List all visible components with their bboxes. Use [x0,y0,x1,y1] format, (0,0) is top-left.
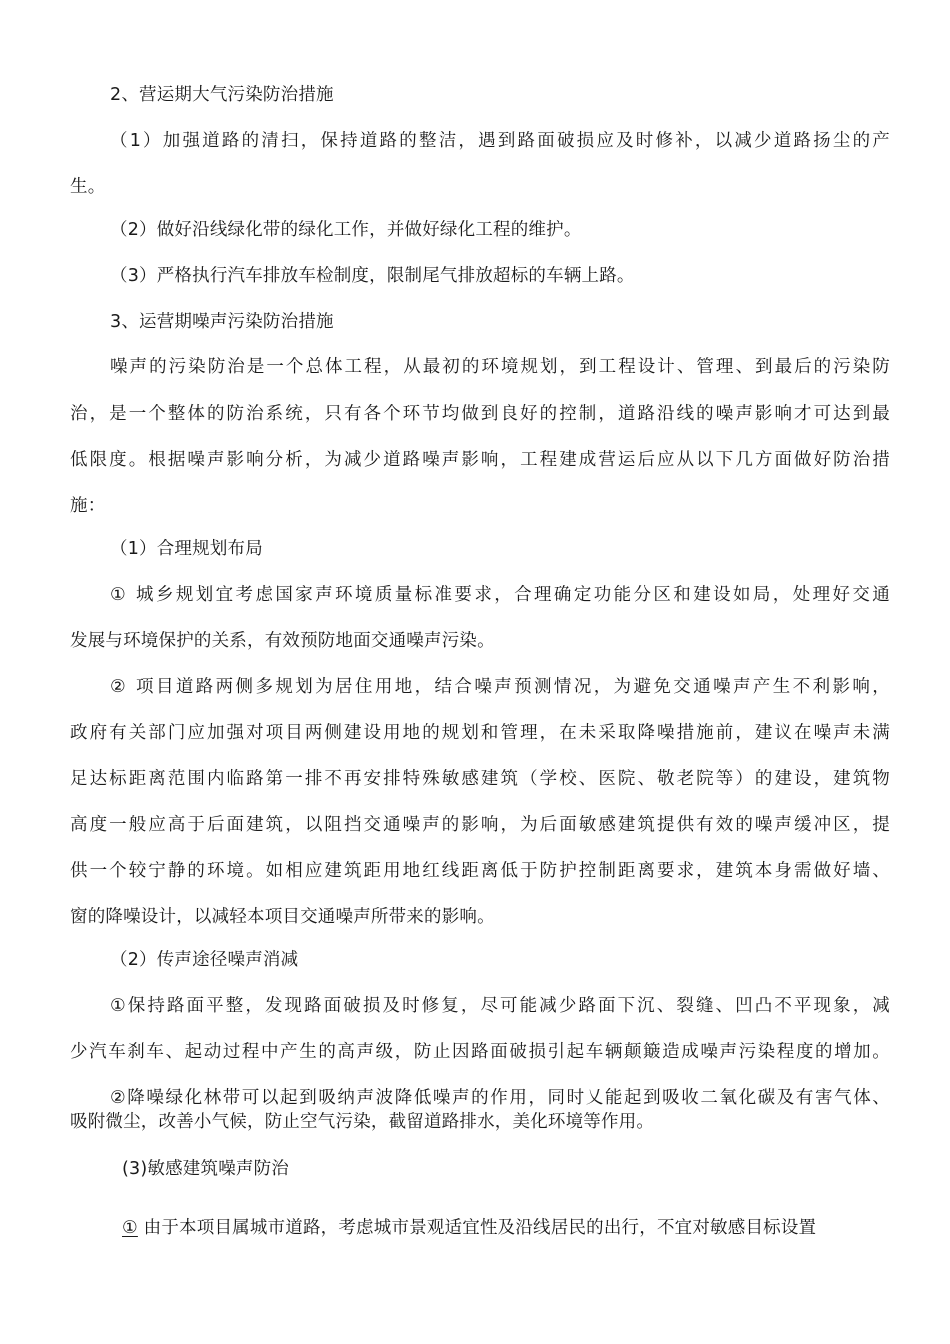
paragraph-line: 生。 [70,177,106,197]
heading-air-pollution: 2、营运期大气污染防治措施 [110,85,334,105]
paragraph-line: 发展与环境保护的关系，有效预防地面交通噪声污染。 [70,631,495,651]
paragraph-line: 少汽车刹车、起动过程中产生的高声级，防止因路面破损引起车辆颠簸造成噪声污染程度的增加。 [70,1042,890,1062]
paragraph-line: 治，是一个整体的防治系统，只有各个环节均做到良好的控制，道路沿线的噪声影响才可达到最 [70,404,890,424]
paragraph-line: ①保持路面平整，发现路面破损及时修复，尽可能减少路面下沉、裂缝、凹凸不平现象，减 [110,996,890,1016]
paragraph-line: 施： [70,496,106,516]
subheading-sensitive-buildings: (3)敏感建筑噪声防治 [122,1159,289,1179]
paragraph-line: ② 项目道路两侧多规划为居住用地，结合噪声预测情况，为避免交通噪声产生不利影响， [110,677,890,697]
paragraph-line: 噪声的污染防治是一个总体工程，从最初的环境规划，到工程设计、管理、到最后的污染防 [110,357,890,377]
circled-number-marker: ① [122,1218,138,1238]
paragraph-line: （3）严格执行汽车排放车检制度，限制尾气排放超标的车辆上路。 [110,266,635,286]
paragraph-line: 吸附微尘，改善小气候，防止空气污染，截留道路排水，美化环境等作用。 [70,1112,655,1132]
paragraph-line: ②降噪绿化林带可以起到吸纳声波降低噪声的作用，同时乂能起到吸收二氧化碳及有害气体、 [110,1088,890,1108]
paragraph-line: ① 城乡规划宜考虑国家声环境质量标准要求，合理确定功能分区和建设如局，处理好交通 [110,585,890,605]
subheading-planning: （1）合理规划布局 [110,539,263,559]
heading-noise-pollution: 3、运营期噪声污染防治措施 [110,312,334,332]
paragraph-line: 政府有关部门应加强对项目两侧建设用地的规划和管理，在未采取降噪措施前，建议在噪声未满 [70,723,890,743]
paragraph-line: 窗的降噪设计，以减轻本项目交通噪声所带来的影响。 [70,907,495,927]
paragraph-text: 由于本项目属城市道路，考虑城市景观适宜性及沿线居民的出行，不宜对敏感目标设置 [137,1218,817,1238]
paragraph-line: 足达标距离范围内临路第一排不再安排特殊敏感建筑（学校、医院、敬老院等）的建设，建筑物 [70,769,890,789]
paragraph-line-last [122,1216,890,1240]
paragraph-line: （2）做好沿线绿化带的绿化工作，并做好绿化工程的维护。 [110,220,582,240]
paragraph-line: 高度一般应高于后面建筑，以阻挡交通噪声的影响，为后面敏感建筑提供有效的噪声缓冲区，提 [70,815,890,835]
paragraph-line: 供一个较宁静的环境。如相应建筑距用地红线距离低于防护控制距离要求，建筑本身需做好墙、 [70,861,890,881]
paragraph-line: 低限度。根据噪声影响分析，为减少道路噪声影响，工程建成营运后应从以下几方面做好防治措 [70,450,890,470]
paragraph-line: （1）加强道路的清扫，保持道路的整洁，遇到路面破损应及时修补，以减少道路扬尘的产 [110,131,890,151]
subheading-transmission-path: （2）传声途径噪声消减 [110,950,299,970]
